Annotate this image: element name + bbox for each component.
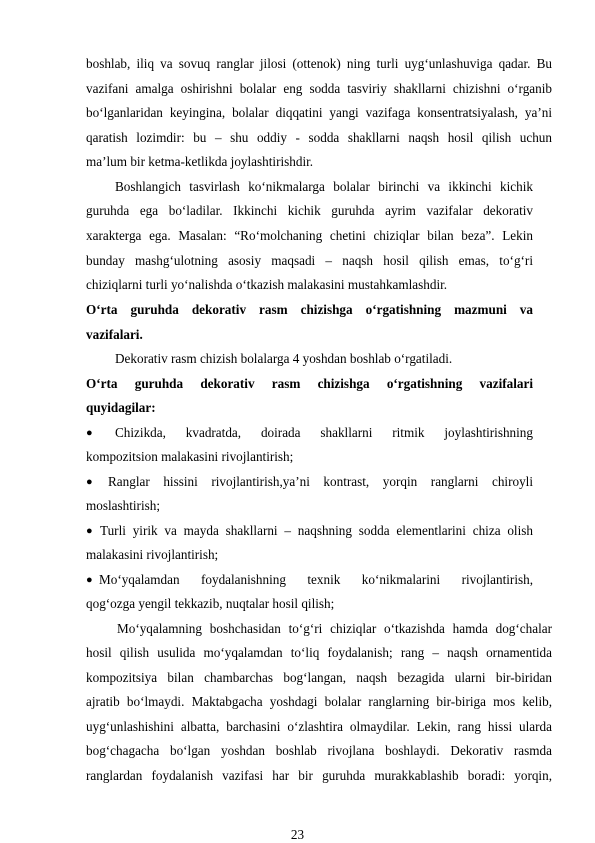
list-item-text: malakasini rivojlantirish; xyxy=(86,547,219,562)
text-line: hosil qilish usulida mo‘yqalamdan to‘liq foydalanish; rang – naqsh ornamentida xyxy=(86,645,552,660)
text-line: Boshlangich tasvirlash ko‘nikmalarga bolalar birinchi va ikkinchi kichik xyxy=(115,179,533,194)
page-number: 23 xyxy=(290,827,305,842)
list-item-text: qog‘ozga yengil tekkazib, nuqtalar hosil qilish; xyxy=(86,596,335,611)
list-item-text: Mo‘yqalamdan foydalanishning texnik ko‘nikmalarini rivojlantirish, xyxy=(99,572,533,587)
text-line: ma’lum bir ketma-ketlikda joylashtirishdir. xyxy=(86,154,314,169)
list-item-text: Ranglar hissini rivojlantirish,ya’ni kontrast, yorqin ranglarni chiroyli xyxy=(108,474,533,489)
text-line: guruhda ega bo‘ladilar. Ikkinchi kichik guruhda ayrim vazifalar dekorativ xyxy=(86,203,533,218)
text-line: bunday mashg‘ulotning asosiy maqsadi – naqsh hosil qilish emas, to‘g‘ri xyxy=(86,253,533,268)
text-line: boshlab, iliq va sovuq ranglar jilosi (ottenok) ning turli uyg‘unlashuviga qadar. Bu xyxy=(86,56,552,71)
text-line: kompozitsiya bilan chambarchas bog‘langan, naqsh bezagida ularni bir-biridan xyxy=(86,670,552,685)
list-item-text: moslashtirish; xyxy=(86,498,160,513)
text-line: qaratish lozimdir: bu – shu oddiy - sodda shakllarni naqsh hosil qilish uchun xyxy=(86,130,552,145)
section-heading: O‘rta guruhda dekorativ rasm chizishga o‘rgatishning mazmuni va xyxy=(86,302,533,317)
text-line: xarakterga ega. Masalan: “Ro‘molchaning chetini chiziqlar bilan beza”. Lekin xyxy=(86,228,533,243)
list-item-text: Chizikda, kvadratda, doirada shakllarni ritmik joylashtirishning xyxy=(115,425,533,440)
text-line: bog‘chagacha bo‘lgan yoshdan boshlab rivojlana boshlaydi. Dekorativ rasmda xyxy=(86,743,552,758)
list-item-text: kompozitsion malakasini rivojlantirish; xyxy=(86,449,294,464)
text-line: ranglardan foydalanish vazifasi har bir guruhda murakkablashib boradi: yorqin, xyxy=(86,768,552,783)
text-line: bo‘lganlaridan keyingina, bolalar diqqatini yangi vazifaga konsentratsiyalash, ya’ni xyxy=(86,105,552,120)
text-line: ajratib bo‘lmaydi. Maktabgacha yoshdagi bolalar ranglarning bir-biriga mos kelib, xyxy=(86,694,552,709)
section-heading-cont: quyidagilar: xyxy=(86,400,156,415)
text-line: Mo‘yqalamning boshchasidan to‘g‘ri chiziqlar o‘tkazishda hamda dog‘chalar xyxy=(117,621,552,636)
bullet-icon: ● xyxy=(86,574,93,586)
bullet-icon: ● xyxy=(86,525,93,537)
text-line: chiziqlarni turli yo‘nalishda o‘tkazish malakasini mustahkamlashdir. xyxy=(86,277,448,292)
section-heading-cont: vazifalari. xyxy=(86,327,143,342)
text-line: Dekorativ rasm chizish bolalarga 4 yoshdan boshlab o‘rgatiladi. xyxy=(115,351,453,366)
bullet-icon: ● xyxy=(86,427,93,439)
text-line: uyg‘unlashishini albatta, barchasini o‘zlashtira olmaydilar. Lekin, rang hissi ularda xyxy=(86,719,552,734)
bullet-icon: ● xyxy=(86,476,93,488)
section-heading: O‘rta guruhda dekorativ rasm chizishga o‘rgatishning vazifalari xyxy=(86,376,533,391)
text-line: vazifani amalga oshirishni bolalar eng sodda tasviriy shakllarni chizishni o‘rganib xyxy=(86,81,552,96)
list-item-text: Turli yirik va mayda shakllarni – naqshning sodda elementlarini chiza olish xyxy=(100,523,533,538)
